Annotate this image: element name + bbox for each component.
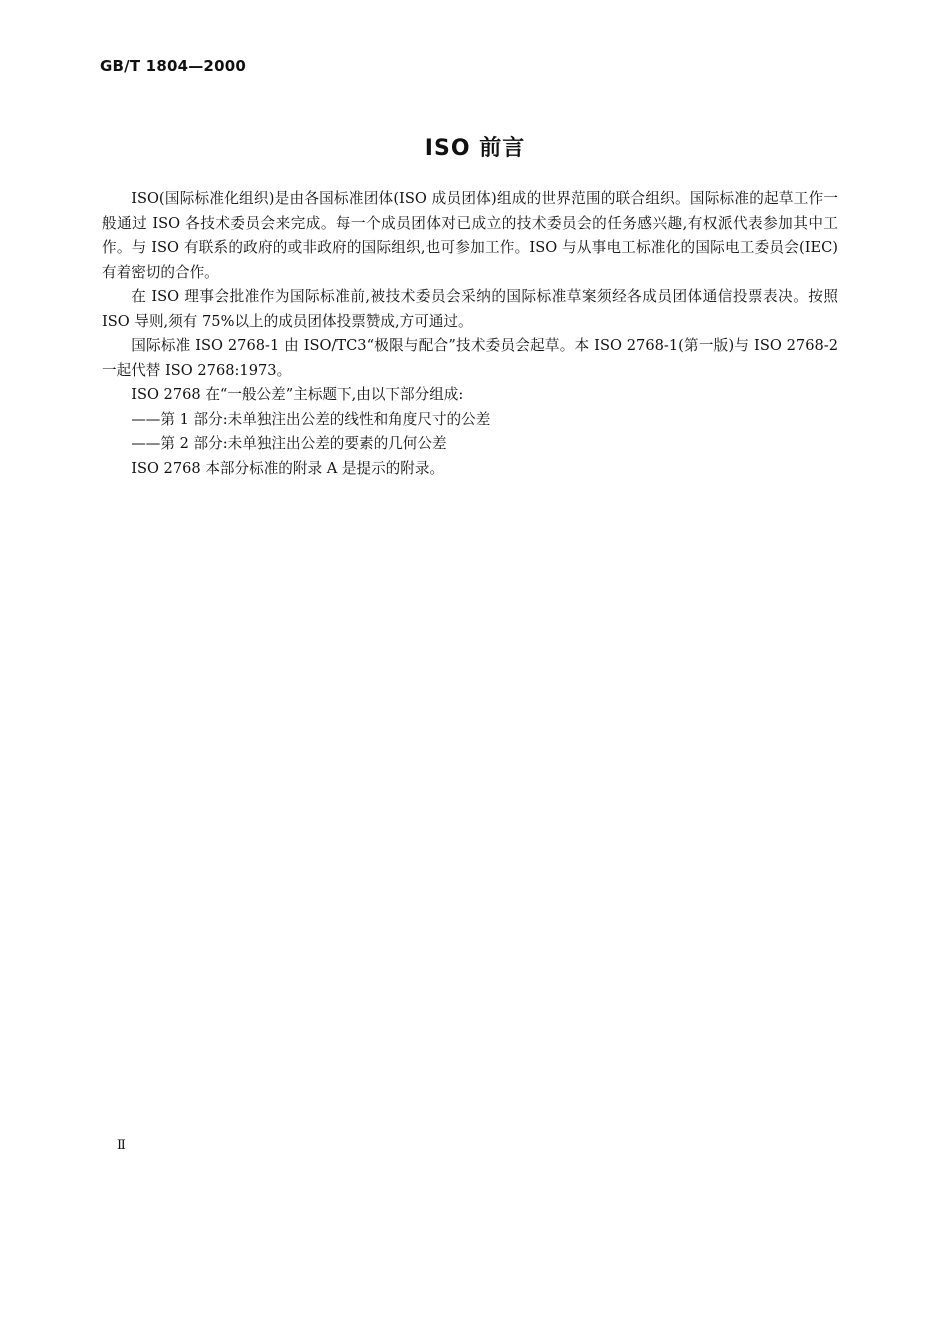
- paragraph-drafting: 国际标准 ISO 2768-1 由 ISO/TC3“极限与配合”技术委员会起草。本 ISO 2768-1(第一版)与 ISO 2768-2 一起代替 ISO 2768:1973。: [102, 337, 838, 379]
- paragraph-iso-intro: ISO(国际标准化组织)是由各国标准团体(ISO 成员团体)组成的世界范围的联合组织。国际标准的起草工作一般通过 ISO 各技术委员会来完成。每一个成员团体对已成立的技术委员会的任务感兴趣,有权派代表参加其中工作。与 ISO 有联系的政府的或非政府的国际组织,也可参加工作。ISO 与从事电工标准化的国际电工委员会(IEC)有着密切的合作。: [102, 190, 838, 281]
- list-item-part-2: ——第 2 部分:未单独注出公差的要素的几何公差: [131, 435, 447, 452]
- paragraph-voting: 在 ISO 理事会批准作为国际标准前,被技术委员会采纳的国际标准草案须经各成员团体通信投票表决。按照 ISO 导则,须有 75%以上的成员团体投票赞成,方可通过。: [102, 288, 838, 330]
- standard-code: GB/T 1804—2000: [100, 57, 246, 75]
- paragraph-annex-note: ISO 2768 本部分标准的附录 A 是提示的附录。: [131, 459, 445, 477]
- page-title: ISO 前言: [424, 136, 526, 161]
- page-number: Ⅱ: [117, 1138, 126, 1153]
- foreword-body: [102, 187, 838, 481]
- list-item-part-1: ——第 1 部分:未单独注出公差的线性和角度尺寸的公差: [131, 410, 491, 428]
- paragraph-parts-intro: ISO 2768 在“一般公差”主标题下,由以下部分组成:: [131, 386, 464, 403]
